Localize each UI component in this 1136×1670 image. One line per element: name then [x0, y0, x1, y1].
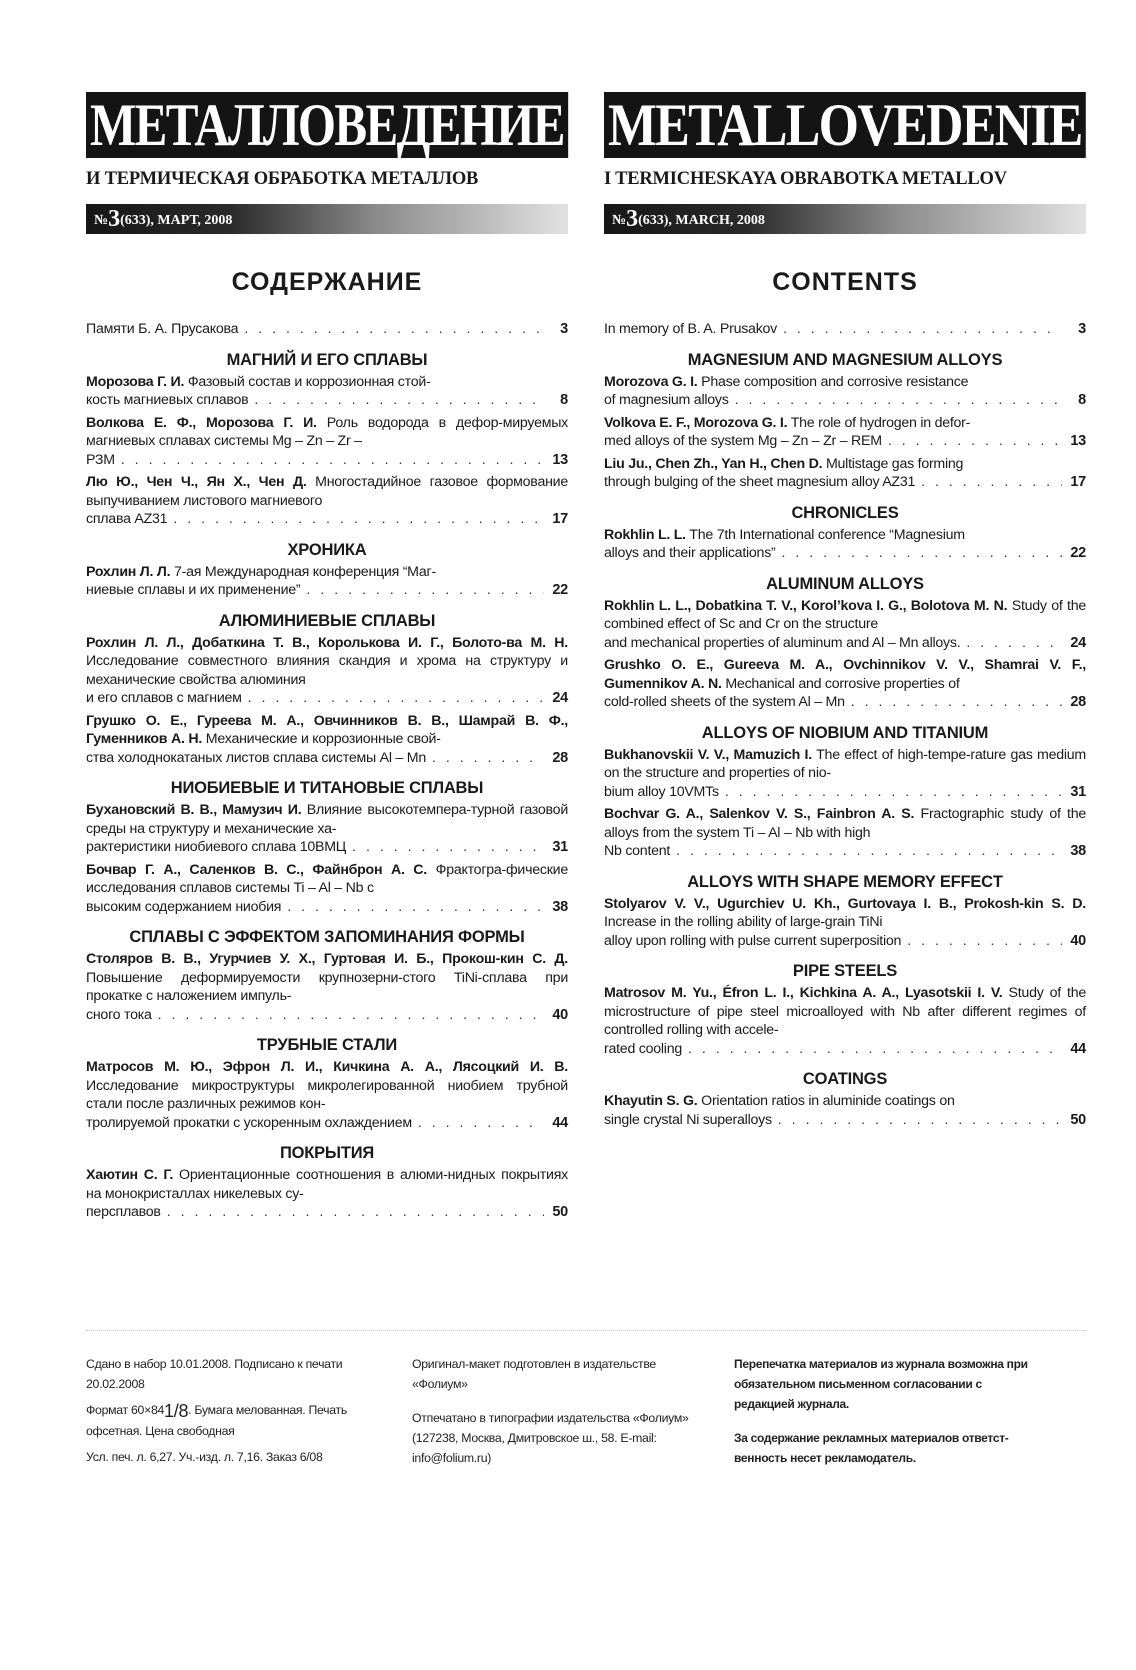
section-heading: MAGNESIUM AND MAGNESIUM ALLOYS	[687, 350, 1003, 369]
entry-title: Фазовый состав и коррозионная стой-	[184, 373, 431, 390]
entry-title-end: Nb content	[604, 843, 671, 859]
entry-title: Multistage gas forming	[822, 455, 964, 472]
toc-entry[interactable]	[86, 712, 568, 768]
entry-title-end: персплавов	[86, 1204, 161, 1220]
page-number: 38	[552, 898, 568, 915]
dot-leader	[418, 1114, 544, 1133]
section-heading: ALUMINUM ALLOYS	[766, 574, 924, 593]
entry-title: 7-ая Международная конференция “Маг-	[170, 563, 436, 580]
entry-title: Исследование совместного влияния скандия и хрома на структуру и механические свойства алюминия	[86, 653, 568, 688]
entry-title: Влияние высокотемпера-турной газовой среды на структуру и механические ха-	[86, 802, 568, 837]
entry-authors: Матросов М. Ю., Эфрон Л. И., Кичкина А. А., Лясоцкий И. В.	[86, 1059, 568, 1075]
journal-title-ru: МЕТАЛЛОВЕДЕНИЕ	[86, 92, 568, 158]
imprint-notices	[734, 1354, 1034, 1482]
page-number: 17	[1070, 474, 1086, 490]
page-number: 44	[1070, 1040, 1086, 1057]
dot-leader	[254, 391, 544, 410]
page-number: 8	[1078, 392, 1086, 408]
dot-leader	[725, 783, 1062, 802]
toc-entry[interactable]	[86, 950, 568, 1024]
entry-authors: Bukhanovskii V. V., Mamuzich I.	[604, 746, 812, 763]
entry-authors: Лю Ю., Чен Ч., Ян Х., Чен Д.	[86, 474, 307, 490]
entry-title-end: РЗМ	[86, 451, 115, 468]
page-number: 50	[552, 1204, 568, 1220]
dot-leader	[121, 451, 544, 470]
entry-title-end: bium alloy 10VMTs	[604, 783, 719, 800]
imprint-print-details	[86, 1354, 386, 1473]
dot-leader	[688, 1040, 1062, 1059]
entry-title: Исследование микроструктуры микролегированной ниобием трубной стали после различных режимов кон-	[86, 1077, 568, 1112]
entry-title-end: alloys and their applications”	[604, 545, 776, 561]
dot-leader	[248, 689, 544, 708]
section-heading: ХРОНИКА	[287, 540, 367, 559]
contents-heading-en: CONTENTS	[772, 268, 918, 296]
toc-entry[interactable]	[604, 414, 1086, 451]
entry-authors: Морозова Г. И.	[86, 373, 185, 390]
entry-title-end: ства холоднокатаных листов сплава системы Al – Mn	[86, 749, 426, 766]
english-column	[604, 92, 1086, 1133]
entry-title-end: ниевые сплавы и их применение”	[86, 582, 301, 598]
entry-authors: Liu Ju., Chen Zh., Yan H., Chen D.	[604, 455, 823, 472]
section-heading: COATINGS	[802, 1070, 888, 1088]
entry-title-end: и его сплавов с магнием	[86, 690, 242, 706]
entry-title: The 7th International conference “Magnesium	[685, 526, 965, 543]
entry-title: Study of the combined effect of Sc and Cr on the structure	[604, 597, 1086, 632]
entry-title: Механические и коррозионные свой-	[202, 731, 441, 747]
entry-authors: Grushko O. E., Gureeva M. A., Ovchinnikov V. V., Shamrai V. F., Gumennikov A. N.	[604, 657, 1086, 692]
entry-authors: Volkova E. F., Morozova G. I.	[604, 414, 788, 431]
dot-leader	[158, 1006, 544, 1025]
entry-title: Mechanical and corrosive properties of	[721, 675, 960, 692]
dot-leader	[735, 391, 1062, 410]
journal-subtitle-ru: И ТЕРМИЧЕСКАЯ ОБРАБОТКА МЕТАЛЛОВ	[86, 169, 479, 189]
imprint-dates: Сдано в набор 10.01.2008. Подписано к печати 20.02.2008	[86, 1357, 343, 1391]
entry-title: Orientation ratios in aluminide coatings on	[697, 1093, 955, 1109]
section-heading: ТРУБНЫЕ СТАЛИ	[256, 1036, 398, 1054]
entry-title-end: сплава AZ31	[86, 511, 168, 527]
dot-leader	[888, 432, 1062, 451]
entry-title: The effect of high-tempe-rature gas medium on the structure and properties of nio-	[604, 746, 1086, 781]
entry-authors: Бухановский В. В., Мамузич И.	[86, 802, 302, 818]
page-number: 22	[1070, 545, 1086, 561]
entry-authors: Волкова Е. Ф., Морозова Г. И.	[86, 414, 317, 431]
reprint-notice: Перепечатка материалов из журнала возможна при обязательном письменном согласовании с редакцией журнала.	[734, 1357, 1028, 1411]
entry-title-end: кость магниевых сплавов	[86, 392, 249, 408]
section-heading: МАГНИЙ И ЕГО СПЛАВЫ	[226, 350, 428, 369]
entry-authors: Хаютин С. Г.	[86, 1167, 174, 1183]
entry-title-end: rated cooling	[604, 1040, 682, 1057]
entry-title-end: and mechanical properties of aluminum and Al – Mn alloys.	[604, 634, 961, 651]
entry-title-end: med alloys of the system Mg – Zn – Zr – REM	[604, 433, 882, 449]
imprint-publisher	[412, 1354, 708, 1474]
toc-entry[interactable]	[86, 1058, 568, 1132]
issue-bar-en	[604, 204, 1086, 234]
toc-entry[interactable]	[604, 455, 1086, 492]
entry-title: Study of the microstructure of pipe steel microalloyed with Nb after different regimes of controlled rolling with accele-	[604, 985, 1086, 1038]
toc-en	[604, 320, 1086, 1129]
dot-leader	[921, 473, 1062, 492]
toc-entry[interactable]	[86, 1166, 568, 1222]
issue-bar-ru	[86, 204, 568, 234]
page-number: 38	[1070, 843, 1086, 859]
page-number: 40	[552, 1006, 568, 1023]
entry-title: Fractographic study of the alloys from the system Ti – Al – Nb with high	[604, 806, 1086, 841]
page-number: 28	[552, 749, 568, 766]
section-heading: НИОБИЕВЫЕ И ТИТАНОВЫЕ СПЛАВЫ	[170, 779, 484, 797]
entry-title: Фрактогра-фические исследования сплавов системы Ti – Al – Nb с	[86, 861, 568, 896]
entry-title: Increase in the rolling ability of large-grain TiNi	[604, 914, 883, 930]
page-number: 28	[1070, 694, 1086, 710]
toc-entry[interactable]	[604, 805, 1086, 861]
entry-title: Роль водорода в дефор-мируемых магниевых сплавах системы Mg – Zn – Zr –	[86, 414, 569, 449]
section-heading: ALLOYS WITH SHAPE MEMORY EFFECT	[687, 872, 1003, 891]
page-number: 50	[1070, 1111, 1086, 1128]
toc-entry[interactable]	[604, 373, 1086, 410]
page-number: 44	[552, 1114, 568, 1131]
imprint-format: Формат 60×841/8. Бумага мелованная. Печать офсетная. Цена свободная	[86, 1401, 347, 1438]
toc-entry[interactable]	[604, 746, 1086, 802]
entry-authors: Рохлин Л. Л., Добаткина Т. В., Королькова И. Г., Болото-ва М. Н.	[86, 634, 568, 651]
entry-title-end: alloy upon rolling with pulse current superposition	[604, 932, 902, 949]
entry-title-end: through bulging of the sheet magnesium alloy AZ31	[604, 474, 916, 490]
page-number: 40	[1070, 932, 1086, 949]
entry-authors: Rokhlin L. L.	[604, 526, 686, 543]
toc-entry[interactable]	[604, 895, 1086, 951]
dot-leader	[778, 1111, 1062, 1130]
entry-authors: Грушко О. Е., Гуреева М. А., Овчинников В. В., Шамрай В. Ф., Гуменников А. Н.	[86, 712, 568, 747]
imprint-sheets: Усл. печ. л. 6,27. Уч.-изд. л. 7,16. Заказ 6/08	[86, 1450, 323, 1464]
toc-entry[interactable]	[86, 563, 568, 600]
page-number: 13	[1070, 433, 1086, 449]
page-number: 22	[552, 582, 568, 598]
advertising-notice: За содержание рекламных материалов ответст-венность несет рекламодатель.	[734, 1431, 1009, 1465]
toc-entry[interactable]	[86, 861, 568, 917]
entry-title-end: рактеристики ниобиевого сплава 10ВМЦ	[86, 839, 347, 855]
page-number: 8	[560, 392, 568, 408]
entry-title: Phase composition and corrosive resistance	[697, 373, 969, 390]
journal-subtitle-en: I TERMICHESKAYA OBRABOTKA METALLOV	[604, 169, 1007, 189]
toc-entry[interactable]	[604, 526, 1086, 563]
section-heading: PIPE STEELS	[792, 962, 898, 980]
entry-title-end: высоким содержанием ниобия	[86, 898, 282, 915]
dot-leader	[966, 634, 1062, 653]
section-heading: CHRONICLES	[791, 503, 899, 522]
toc-entry[interactable]	[604, 656, 1086, 712]
toc-entry[interactable]	[86, 373, 568, 410]
entry-title-end: сного тока	[86, 1006, 152, 1023]
section-heading: ПОКРЫТИЯ	[279, 1144, 375, 1162]
dot-leader	[676, 842, 1062, 861]
toc-entry[interactable]	[86, 473, 568, 529]
toc-entry[interactable]: Памяти Б. А. Прусакова . . . 3	[86, 320, 568, 339]
toc-entry[interactable]: In memory of B. A. Prusakov . . . 3	[604, 320, 1086, 339]
entry-title-end: тролируемой прокатки с ускоренным охлаждением	[86, 1114, 412, 1131]
section-heading: СПЛАВЫ С ЭФФЕКТОМ ЗАПОМИНАНИЯ ФОРМЫ	[129, 928, 525, 946]
page-number: 31	[1070, 783, 1086, 800]
entry-title-end: cold-rolled sheets of the system Al – Mn	[604, 694, 845, 710]
page-number: 13	[552, 451, 568, 468]
entry-authors: Столяров В. В., Угурчиев У. Х., Гуртовая И. Б., Прокош-кин С. Д.	[86, 951, 568, 967]
issue-label-ru: №3(633), МАРТ, 2008	[94, 206, 233, 232]
russian-column	[86, 92, 568, 1226]
entry-authors: Morozova G. I.	[604, 373, 698, 390]
dot-leader	[352, 838, 544, 857]
entry-title: Многостадийное газовое формование выпучиванием листового магниевого	[86, 474, 568, 509]
page-number: 24	[1070, 634, 1086, 651]
page-number: 17	[552, 511, 568, 527]
dot-leader	[287, 898, 544, 917]
journal-title-en: METALLOVEDENIE	[604, 92, 1086, 158]
entry-authors: Бочвар Г. А., Саленков В. С., Файнброн А. С.	[86, 861, 427, 878]
dot-leader	[851, 693, 1062, 712]
entry-authors: Rokhlin L. L., Dobatkina T. V., Korol’kova I. G., Bolotova M. N.	[604, 597, 1008, 614]
contents-heading-ru: СОДЕРЖАНИЕ	[231, 268, 423, 296]
toc-entry[interactable]	[86, 801, 568, 857]
dot-leader	[907, 932, 1062, 951]
entry-title-end: of magnesium alloys	[604, 392, 729, 408]
toc-entry[interactable]	[86, 414, 568, 470]
page-number: 31	[552, 839, 568, 855]
page-number: 24	[552, 690, 568, 706]
issue-label-en: №3(633), MARCH, 2008	[612, 206, 765, 232]
entry-authors: Рохлин Л. Л.	[86, 563, 171, 580]
entry-authors: Matrosov M. Yu., Éfron L. I., Kichkina A. A., Lyasotskii I. V.	[604, 985, 1003, 1001]
section-heading: АЛЮМИНИЕВЫЕ СПЛАВЫ	[218, 611, 436, 630]
entry-title: Ориентационные соотношения в алюми-нидных покрытиях на монокристаллах никелевых су-	[86, 1167, 568, 1202]
section-heading: ALLOYS OF NIOBIUM AND TITANIUM	[701, 723, 989, 742]
dot-leader	[167, 1203, 544, 1222]
toc-entry[interactable]	[86, 634, 568, 708]
dot-leader	[306, 581, 544, 600]
imprint-printing: Отпечатано в типографии издательства «Фолиум» (127238, Москва, Дмитровское ш., 58. E-mail: info@folium.ru)	[412, 1411, 689, 1465]
entry-authors: Khayutin S. G.	[604, 1093, 698, 1109]
entry-title: Повышение деформируемости крупнозерни-стого TiNi-сплава при прокатке с наложением импуль-	[86, 969, 568, 1004]
toc-ru	[86, 320, 568, 1222]
dot-leader	[173, 510, 544, 529]
entry-title: The role of hydrogen in defor-	[787, 414, 971, 431]
imprint-layout: Оригинал-макет подготовлен в издательстве «Фолиум»	[412, 1357, 656, 1391]
toc-entry[interactable]	[604, 1092, 1086, 1129]
dot-leader	[782, 544, 1062, 563]
entry-title-end: single crystal Ni superalloys	[604, 1111, 772, 1128]
entry-authors: Bochvar G. A., Salenkov V. S., Fainbron A. S.	[604, 806, 915, 822]
footer-divider	[86, 1330, 1086, 1331]
entry-authors: Stolyarov V. V., Ugurchiev U. Kh., Gurtovaya I. B., Prokosh-kin S. D.	[604, 895, 1086, 912]
toc-entry[interactable]	[604, 984, 1086, 1058]
toc-entry[interactable]	[604, 597, 1086, 653]
dot-leader	[432, 749, 544, 768]
